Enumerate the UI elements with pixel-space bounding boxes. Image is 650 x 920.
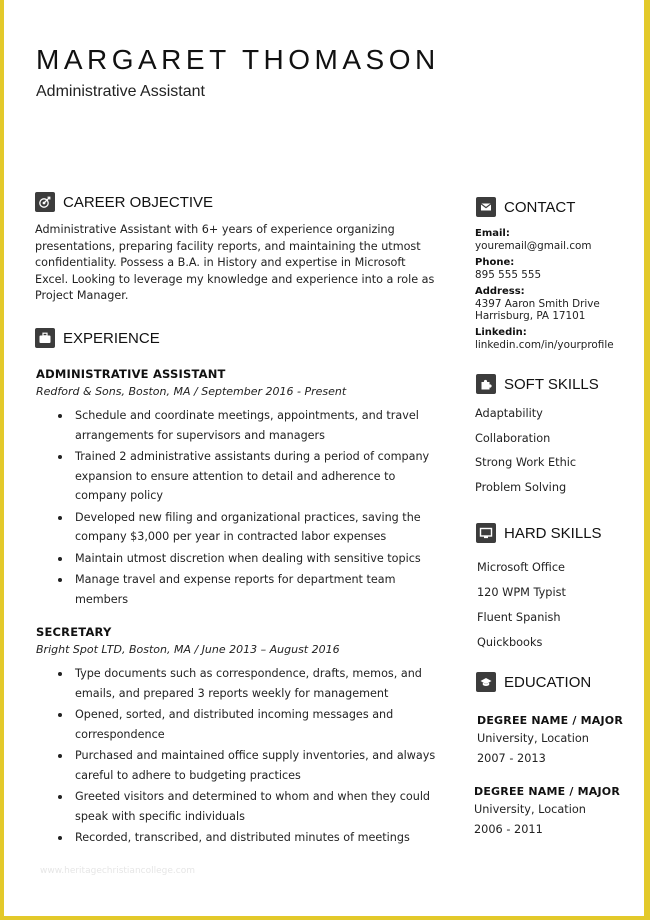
degree-name: DEGREE NAME / MAJOR: [474, 785, 621, 798]
list-item: Collaboration: [475, 431, 551, 445]
puzzle-icon: [476, 374, 496, 394]
contact-address: 4397 Aaron Smith Drive Harrisburg, PA 17101: [475, 298, 600, 322]
watermark-text: www.heritagechristiancollege.com: [40, 866, 195, 876]
education-entry: [474, 785, 639, 840]
list-item: Quickbooks: [477, 636, 543, 649]
job-meta: Bright Spot LTD, Boston, MA / June 2013 – August 2016: [36, 643, 340, 656]
job-meta: Redford & Sons, Boston, MA / September 2016 - Present: [36, 385, 347, 398]
job-role: SECRETARY: [36, 625, 112, 639]
list-item: 120 WPM Typist: [477, 586, 566, 599]
education-label: EDUCATION: [504, 673, 592, 691]
list-item: Developed new filing and organizational practices, saving the company $3,000 per year in contracted labor expenses: [36, 508, 436, 547]
list-item: Purchased and maintained office supply inventories, and always careful to adhere to budgeting practices: [36, 746, 436, 785]
contact-phone: 895 555 555: [475, 269, 542, 281]
list-item: Recorded, transcribed, and distributed minutes of meetings: [36, 828, 436, 848]
list-item: Manage travel and expense reports for department team members: [36, 570, 436, 609]
list-item: Fluent Spanish: [477, 611, 561, 624]
hard-skills-heading: [476, 523, 602, 543]
experience-label: EXPERIENCE: [63, 329, 160, 347]
list-item: Trained 2 administrative assistants during a period of company expansion to ensure attention to detail and adherence to company policy: [36, 447, 436, 506]
contact-label-email: Email:: [475, 228, 510, 239]
candidate-title: Administrative Assistant: [36, 83, 205, 100]
career-objective-heading: [35, 192, 213, 212]
soft-skills-heading: [476, 374, 599, 394]
list-item: Schedule and coordinate meetings, appointments, and travel arrangements for supervisors and managers: [36, 406, 436, 445]
hard-skills-label: HARD SKILLS: [504, 524, 602, 542]
list-item: Type documents such as correspondence, drafts, memos, and emails, and prepared 3 reports weekly for management: [36, 664, 436, 703]
soft-skills-list: [475, 407, 640, 505]
list-item: Microsoft Office: [477, 561, 565, 574]
envelope-icon: [476, 197, 496, 217]
education-heading: [476, 672, 591, 692]
graduation-cap-icon: [476, 672, 496, 692]
school-location: University, Location: [477, 732, 589, 745]
list-item: Maintain utmost discretion when dealing with sensitive topics: [36, 549, 436, 569]
soft-skills-label: SOFT SKILLS: [504, 375, 599, 393]
objective-text: Administrative Assistant with 6+ years of experience organizing presentations, preparing facility reports, and maintaining the utmost confidentiality. Possess a B.A. in History and expertise in Microsoft Excel. Looking to leverage my knowledge and experience into a role as Project Manager.: [35, 223, 435, 302]
contact-linkedin: linkedin.com/in/yourprofile: [475, 339, 614, 351]
target-icon: [35, 192, 55, 212]
job-role: ADMINISTRATIVE ASSISTANT: [36, 367, 226, 381]
contact-label: CONTACT: [504, 198, 576, 216]
job-bullets: [36, 406, 436, 609]
candidate-name: MARGARET THOMASON: [36, 44, 440, 75]
career-objective-label: CAREER OBJECTIVE: [63, 193, 214, 211]
job-entry: [36, 625, 436, 850]
contact-label-address: Address:: [475, 286, 525, 297]
experience-heading: [35, 328, 160, 348]
briefcase-icon: [35, 328, 55, 348]
list-item: Greeted visitors and determined to whom and when they could speak with specific individuals: [36, 787, 436, 826]
contact-email: youremail@gmail.com: [475, 240, 592, 252]
degree-name: DEGREE NAME / MAJOR: [477, 714, 624, 727]
contact-label-phone: Phone:: [475, 257, 515, 268]
hard-skills-list: [477, 561, 642, 661]
education-years: 2006 - 2011: [474, 823, 543, 836]
contact-heading: [476, 197, 575, 217]
job-entry: [36, 367, 436, 611]
list-item: Adaptability: [475, 407, 543, 420]
list-item: Strong Work Ethic: [475, 456, 577, 469]
monitor-icon: [476, 523, 496, 543]
job-bullets: [36, 664, 436, 848]
education-entry: [477, 714, 642, 769]
school-location: University, Location: [474, 803, 586, 816]
contact-label-linkedin: Linkedin:: [475, 327, 527, 338]
education-years: 2007 - 2013: [477, 752, 546, 765]
list-item: Problem Solving: [475, 480, 567, 494]
resume-page: [4, 0, 644, 916]
list-item: Opened, sorted, and distributed incoming messages and correspondence: [36, 705, 436, 744]
contact-details: [475, 228, 640, 356]
